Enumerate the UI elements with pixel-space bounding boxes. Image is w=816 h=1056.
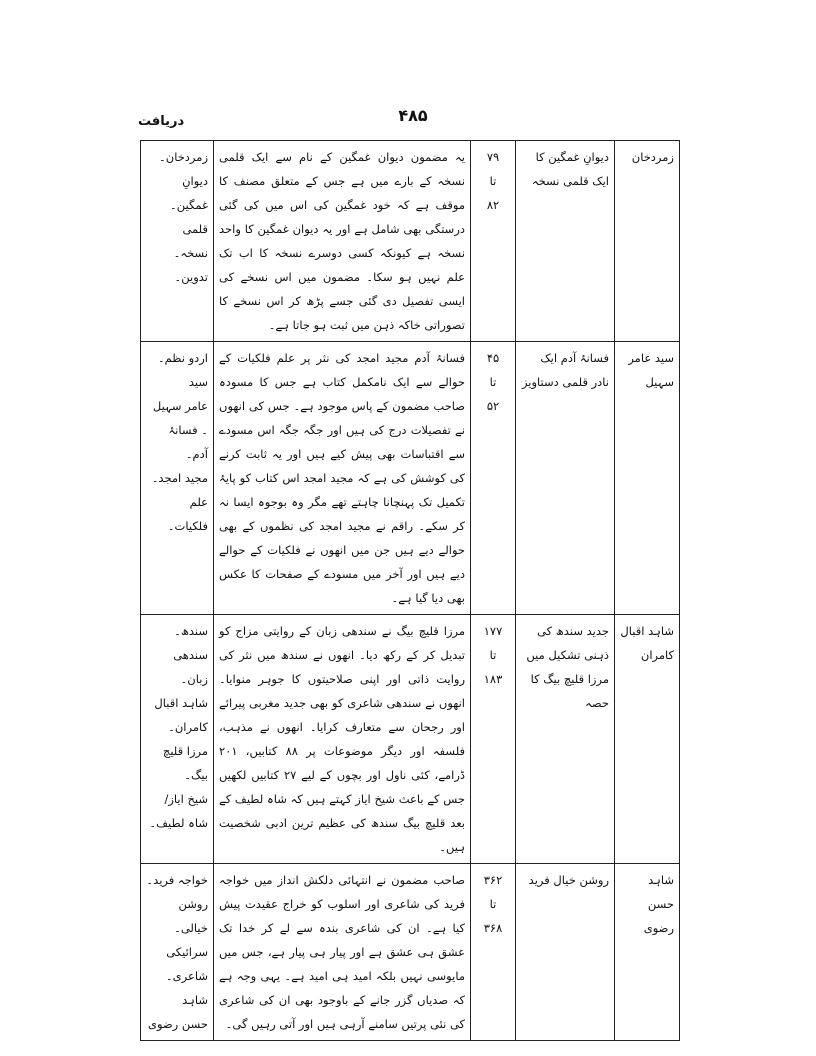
keyword: مرزا قلیچ بیگ۔ [162, 744, 208, 782]
title-cell: فسانۂ آدم ایک نادر قلمی دستاویز [516, 342, 615, 615]
author-cell: شاہد اقبال کامران [615, 615, 680, 864]
page-number: ۴۸۵ [398, 106, 428, 125]
pages-cell [471, 141, 516, 342]
table-row [141, 615, 680, 864]
keyword: اردو نظم۔ سید [157, 351, 208, 389]
keyword: فلکیات۔ [167, 519, 208, 533]
page-end: ۵۲ [486, 399, 500, 413]
summary-cell: مرزا قلیچ بیگ نے سندھی زبان کے روایتی مزاج کو تبدیل کر کے رکھ دیا۔ انھوں نے سندھ میں نثر کی روایت ذاتی اور اپنی صلاحیتوں کا جوہر منوایا۔ انھوں نے سندھی شاعری کو بھی جدید مغربی پیرائے اور رجحان سے متعارف کرایا۔ انھوں نے مذہب، فلسفہ اور دیگر موضوعات پر ۸۸ کتابیں، ۲۰۱ ڈرامے، کئی ناول اور بچوں کے لیے ۲۷ کتابیں لکھیں جس کے باعث شیخ ایاز کہتے ہیں کہ شاہ لطیف کے بعد قلیچ بیگ سندھ کی عظیم ترین ادبی شخصیت ہیں۔ [214, 615, 471, 864]
author-cell: شاہد حسن رضوی [615, 864, 680, 1041]
page-sep: تا [489, 897, 497, 911]
pages-cell [471, 615, 516, 864]
keyword: سندھ۔ سندھی [173, 624, 208, 662]
keyword: شاعری۔ شاہد [165, 969, 208, 1007]
keyword: قلمی نسخہ۔ [173, 222, 208, 260]
keyword: کامران۔ [168, 720, 208, 734]
page-sep: تا [489, 648, 497, 662]
table-row [141, 342, 680, 615]
index-table [140, 140, 680, 1041]
keyword: شیخ ایاز/ [164, 792, 208, 806]
keyword: مجید امجد۔ علم [151, 471, 208, 509]
page-sep: تا [489, 174, 497, 188]
keyword: خواجہ فرید۔ روشن [146, 873, 208, 911]
summary-cell: فسانۂ آدم مجید امجد کی نثر پر علم فلکیات کے حوالے سے ایک نامکمل کتاب ہے جس کا مسودہ صاحب مضمون کے پاس موجود ہے۔ جس کی انھوں نے تفصیلات درج کی ہیں اور جگہ جگہ اس مسودے سے اقتباسات بھی پیش کیے ہیں اور یہ ثابت کرنے کی کوشش کی ہے کہ مجید امجد اس کتاب کو پایۂ تکمیل تک پہنچانا چاہتے تھے مگر وہ بوجوہ ایسا نہ کر سکے۔ راقم نے مجید امجد کی نظموں کے بھی حوالے دیے ہیں جن میں انھوں نے فلکیات کے حوالے دیے ہیں اور آخر میں مسودے کے صفحات کا عکس بھی دیا گیا ہے۔ [214, 342, 471, 615]
keywords-cell [141, 342, 214, 615]
keywords-cell [141, 615, 214, 864]
journal-title: دریافت [138, 114, 185, 129]
keyword: حسن رضوی [147, 1017, 208, 1031]
pages-cell [471, 864, 516, 1041]
page-start: ۱۷۷ [483, 624, 503, 638]
keyword: خیالی۔ سرائیکی [166, 921, 208, 959]
author-cell: سید عامر سہیل [615, 342, 680, 615]
page-start: ۷۹ [486, 150, 500, 164]
keyword: شاہد اقبال [154, 696, 208, 710]
page-start: ۳۶۲ [483, 873, 503, 887]
keywords-cell [141, 141, 214, 342]
title-cell: روشن خیال فرید [516, 864, 615, 1041]
summary-cell: یہ مضمون دیوان غمگین کے نام سے ایک قلمی نسخہ کے بارے میں ہے جس کے متعلق مصنف کا موقف ہے کہ خود غمگین کی اس میں کی گئی درستگی بھی شامل ہے اور یہ دیوان غمگین کا واحد نسخہ ہے کیونکہ کسی دوسرے نسخہ کا اب تک علم نہیں ہو سکا۔ مضمون میں اس نسخے کی ایسی تفصیل دی گئی جسے پڑھ کر اس نسخے کا تصوراتی خاکہ ذہن میں ثبت ہو جاتا ہے۔ [214, 141, 471, 342]
keywords-cell [141, 864, 214, 1041]
keyword: زمردخان۔ [159, 150, 208, 164]
table-row [141, 141, 680, 342]
summary-cell: صاحب مضمون نے انتہائی دلکش انداز میں خواجہ فرید کی شاعری اور اسلوب کو خراج عقیدت پیش کیا ہے۔ ان کی شاعری بندہ سے لے کر خدا تک عشق ہی عشق ہے اور پیار ہی پیار ہے، جس میں مایوسی نہیں بلکہ امید ہی امید ہے۔ یہی وجہ ہے کہ صدیاں گزر جانے کے باوجود بھی ان کی شاعری کی نئی پرتیں سامنے آرہی ہیں اور آتی رہیں گی۔ [214, 864, 471, 1041]
page-end: ۸۲ [486, 198, 500, 212]
title-cell: دیوانِ غمگین کا ایک قلمی نسخہ [516, 141, 615, 342]
keyword: عامر سہیل [152, 399, 208, 413]
page-start: ۴۵ [486, 351, 500, 365]
author-cell: زمردخان [615, 141, 680, 342]
table-row [141, 864, 680, 1041]
keyword: دیوانِ غمگین۔ [170, 174, 208, 212]
title-cell: جدید سندھ کی ذہنی تشکیل میں مرزا قلیچ بیگ کا حصہ [516, 615, 615, 864]
page-sep: تا [489, 375, 497, 389]
keyword: ۔ فسانۂ آدم۔ [168, 423, 208, 461]
keyword: شاہ لطیف۔ [149, 816, 208, 830]
page-end: ۳۶۸ [483, 921, 503, 935]
page-end: ۱۸۳ [483, 672, 503, 686]
pages-cell [471, 342, 516, 615]
keyword: تدوین۔ [174, 270, 208, 284]
keyword: زبان۔ [180, 672, 208, 686]
